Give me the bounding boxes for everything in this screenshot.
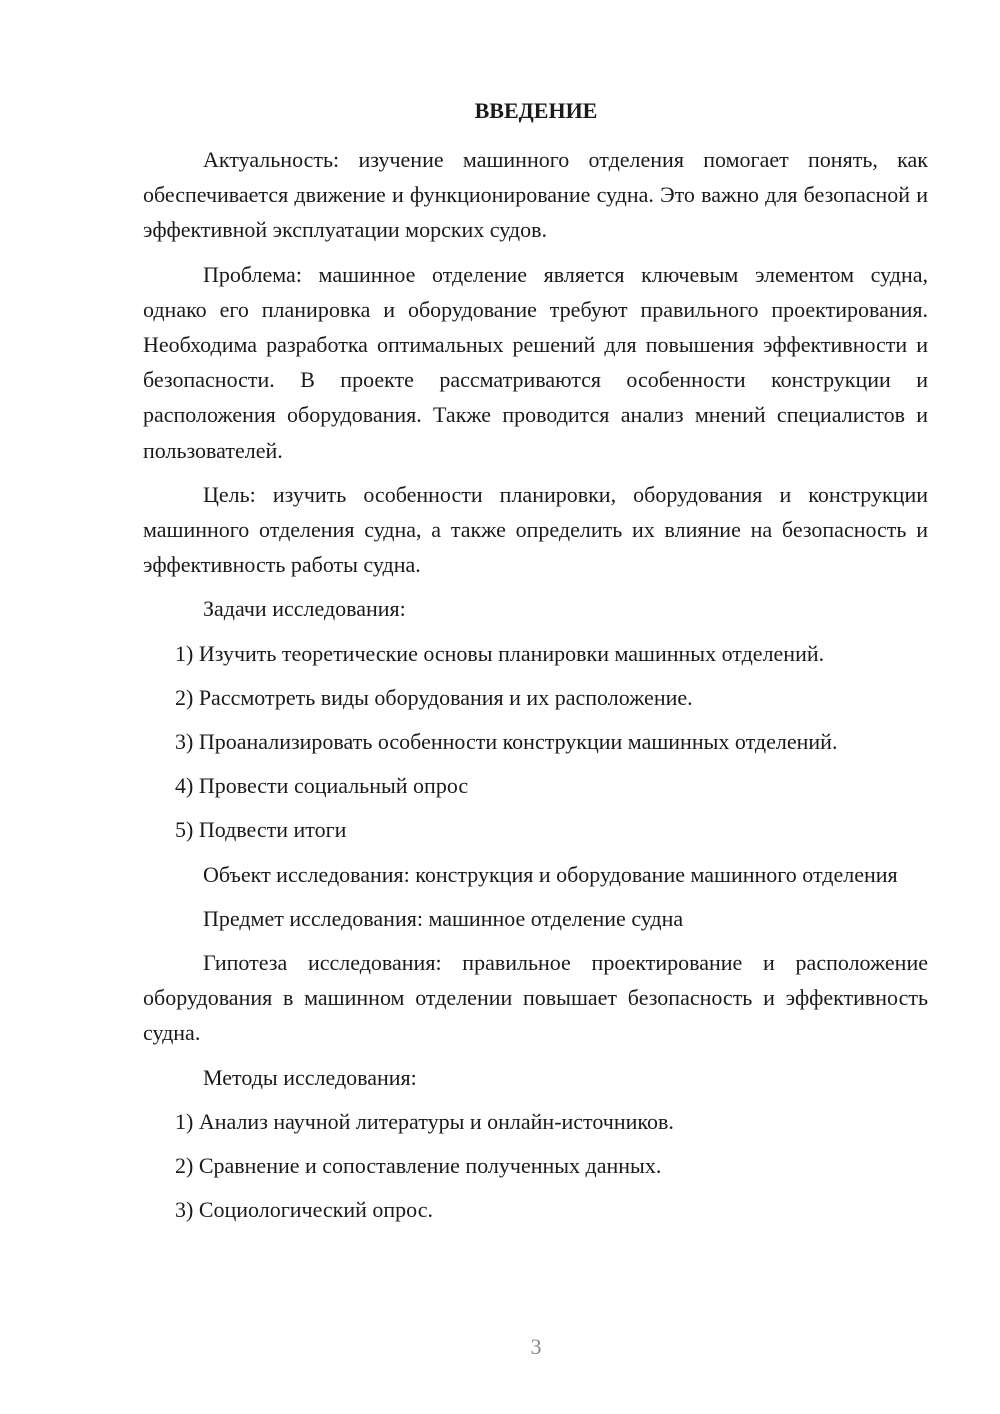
- page-number: 3: [530, 1334, 542, 1359]
- list-item: 5) Подвести итоги: [175, 817, 347, 843]
- object-paragraph: Объект исследования: конструкция и оборудование машинного отделения: [203, 861, 898, 887]
- page-body: [143, 142, 928, 1236]
- tasks-heading: Задачи исследования:: [203, 596, 406, 622]
- problem-paragraph: Проблема: машинное отделение является ключевым элементом судна, однако его планировка и оборудование требуют правильного проектирования. Необходима разработка оптимальных решений для повышения эффективности и безопасности. В проекте рассматриваются особенности конструкции и расположения оборудования. Также проводится анализ мнений специалистов и пользователей.: [143, 261, 928, 463]
- list-item: 3) Социологический опрос.: [175, 1197, 433, 1223]
- list-item: 1) Изучить теоретические основы планировки машинных отделений.: [175, 640, 825, 666]
- list-item: 2) Сравнение и сопоставление полученных данных.: [175, 1153, 662, 1179]
- list-item: 4) Провести социальный опрос: [175, 773, 469, 799]
- methods-heading: Методы исследования:: [203, 1064, 417, 1090]
- page-title: ВВЕДЕНИЕ: [474, 98, 598, 123]
- list-item: 2) Рассмотреть виды оборудования и их расположение.: [175, 684, 693, 710]
- subject-paragraph: Предмет исследования: машинное отделение судна: [203, 905, 684, 931]
- list-item: 1) Анализ научной литературы и онлайн-источников.: [175, 1108, 674, 1134]
- goal-paragraph: Цель: изучить особенности планировки, оборудования и конструкции машинного отделения судна, а также определить их влияние на безопасность и эффективность работы судна.: [143, 481, 928, 578]
- relevance-paragraph: Актуальность: изучение машинного отделения помогает понять, как обеспечивается движение и функционирование судна. Это важно для безопасной и эффективной эксплуатации морских судов.: [143, 147, 928, 243]
- methods-list: [143, 1104, 928, 1228]
- hypothesis-paragraph: Гипотеза исследования: правильное проектирование и расположение оборудования в машинном отделении повышает безопасность и эффективность судна.: [143, 950, 928, 1046]
- list-item: 3) Проанализировать особенности конструкции машинных отделений.: [175, 729, 838, 755]
- tasks-list: [143, 636, 928, 848]
